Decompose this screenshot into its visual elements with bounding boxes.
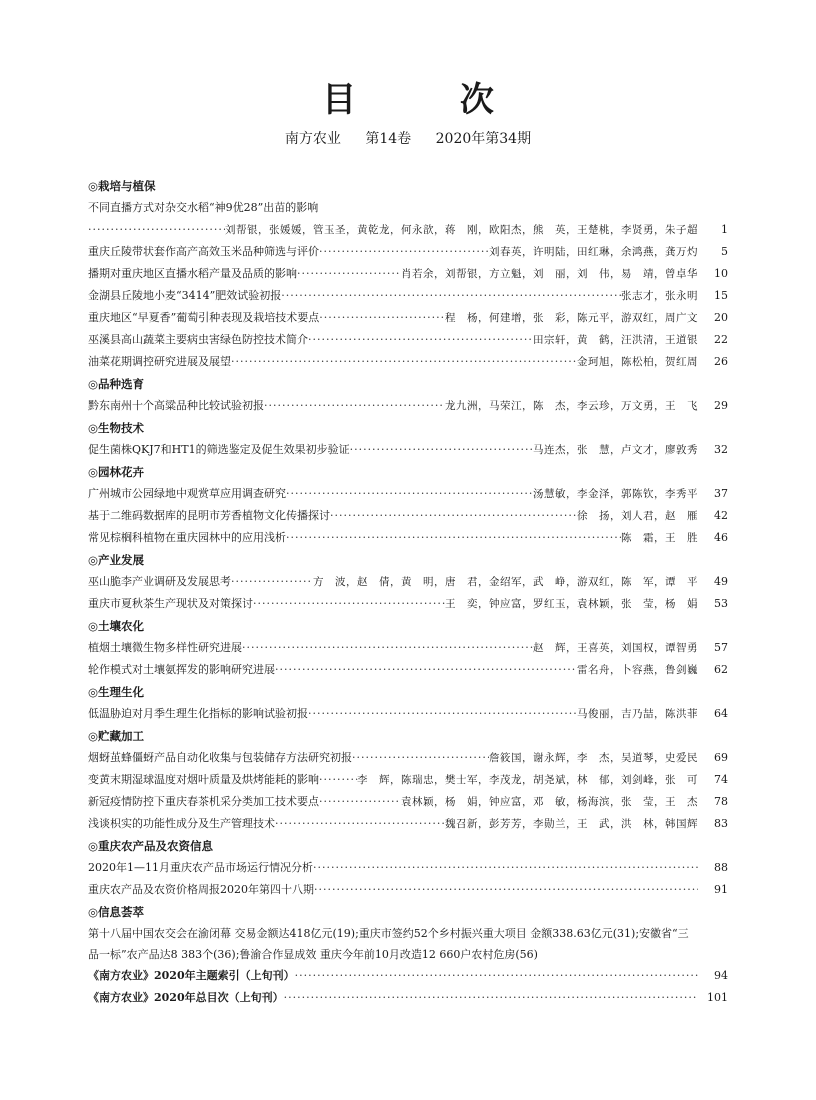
article-title[interactable]: 不同直播方式对杂交水稻“神9优28”出苗的影响 <box>88 201 319 214</box>
news-summary-line: 品一标”农产品达8 383个(36);鲁渝合作显成效 重庆今年前10月改造12 660户农村危房(56) <box>88 948 538 961</box>
toc-entry[interactable] <box>88 703 728 725</box>
dot-leader <box>319 241 489 263</box>
toc-entry[interactable] <box>88 483 728 505</box>
article-authors: 肖若余，刘帮银，方立魁，刘 丽，刘 伟，易 靖，曾卓华 <box>401 268 698 280</box>
dot-leader <box>275 659 577 681</box>
toc-entry[interactable] <box>88 593 728 615</box>
article-title: 《南方农业》2020年主题索引（上旬刊） <box>88 969 295 982</box>
article-authors: 马俊丽，吉乃喆，陈洪菲 <box>577 708 698 720</box>
page-number: 94 <box>714 969 728 982</box>
article-title: 金湖县丘陵地小麦“3414”肥效试验初报 <box>88 289 282 302</box>
article-authors: 汤慧敏，李金泽，郭陈钦，李秀平 <box>533 488 698 500</box>
page-number: 83 <box>714 817 728 830</box>
section-heading: ◎品种选育 <box>88 377 145 391</box>
article-title: 浅谈枳实的功能性成分及生产管理技术 <box>88 817 275 830</box>
page-number: 69 <box>714 751 728 764</box>
page-number: 32 <box>714 443 728 456</box>
table-of-contents <box>88 175 728 1009</box>
toc-entry[interactable] <box>88 813 728 835</box>
dot-leader <box>275 813 445 835</box>
page-number: 91 <box>714 883 728 896</box>
page-number: 74 <box>714 773 728 786</box>
article-authors: 方 波，赵 倩，黄 明，唐 君，金绍军，武 峥，游双红，陈 军，谭 平 <box>313 576 698 588</box>
toc-entry[interactable] <box>88 505 728 527</box>
dot-leader <box>319 769 357 791</box>
article-title: 《南方农业》2020年总目次（上旬刊） <box>88 991 284 1004</box>
toc-entry[interactable] <box>88 769 728 791</box>
article-authors: 魏召新，彭芳芳，李勋兰，王 武，洪 林，韩国辉 <box>445 818 698 830</box>
article-title: 烟蚜茧蜂僵蚜产品自动化收集与包装储存方法研究初报 <box>88 751 352 764</box>
article-authors: 龙九洲，马荣江，陈 杰，李云珍，万文勇，王 飞 <box>445 400 698 412</box>
article-authors: 陈 霜，王 胜 <box>621 532 698 544</box>
toc-entry[interactable] <box>88 219 728 241</box>
article-authors: 金珂旭，陈松柏，贺红周 <box>577 356 698 368</box>
page-number: 88 <box>714 861 728 874</box>
toc-entry[interactable] <box>88 659 728 681</box>
article-title: 低温胁迫对月季生理生化指标的影响试验初报 <box>88 707 308 720</box>
article-title: 轮作模式对土壤氨挥发的影响研究进展 <box>88 663 275 676</box>
article-title: 促生菌株QKJ7和HT1的筛选鉴定及促生效果初步验证 <box>88 443 350 456</box>
toc-entry[interactable] <box>88 351 728 373</box>
page-number: 46 <box>714 531 728 544</box>
page-number: 53 <box>714 597 728 610</box>
page-number: 29 <box>714 399 728 412</box>
article-title: 植烟土壤微生物多样性研究进展 <box>88 641 242 654</box>
article-title: 新冠疫情防控下重庆春茶机采分类加工技术要点 <box>88 795 319 808</box>
dot-leader <box>330 505 577 527</box>
page-number: 42 <box>714 509 728 522</box>
article-authors: 詹筱国，谢永辉，李 杰，吴道琴，史爱民 <box>489 752 698 764</box>
article-title: 重庆地区“早夏香”葡萄引种表现及栽培技术要点 <box>88 311 320 324</box>
article-authors: 程 杨，何建增，张 彩，陈元平，游双红，周广文 <box>445 312 698 324</box>
toc-entry[interactable] <box>88 857 728 879</box>
toc-entry[interactable] <box>88 527 728 549</box>
toc-entry[interactable] <box>88 987 728 1009</box>
article-title: 巫溪县高山蔬菜主要病虫害绿色防控技术简介 <box>88 333 308 346</box>
page-number: 49 <box>714 575 728 588</box>
page-number: 5 <box>721 245 728 258</box>
dot-leader <box>88 219 225 241</box>
news-summary <box>88 923 728 965</box>
news-summary-line: 第十八届中国农交会在渝闭幕 交易金额达418亿元(19);重庆市签约52个乡村振兴重大项目 金额338.63亿元(31);安徽省“三 <box>88 927 689 940</box>
toc-entry[interactable] <box>88 747 728 769</box>
dot-leader <box>297 263 401 285</box>
section-heading: ◎贮藏加工 <box>88 729 145 743</box>
article-title: 2020年1—11月重庆农产品市场运行情况分析 <box>88 861 313 874</box>
dot-leader <box>231 351 577 373</box>
page-number: 10 <box>714 267 728 280</box>
article-title: 广州城市公园绿地中观赏草应用调查研究 <box>88 487 286 500</box>
article-title: 基于二维码数据库的昆明市芳香植物文化传播探讨 <box>88 509 330 522</box>
issue-number: 2020年第34期 <box>435 131 532 147</box>
article-authors: 袁林颖，杨 娟，钟应富，邓 敏，杨海滨，张 莹，王 杰 <box>401 796 698 808</box>
dot-leader <box>253 593 445 615</box>
page-number: 57 <box>714 641 728 654</box>
article-title: 油菜花期调控研究进展及展望 <box>88 355 231 368</box>
article-authors: 刘春英，许明陆，田红琳，余鸿燕，龚万灼 <box>489 246 698 258</box>
page-number: 1 <box>721 223 728 236</box>
toc-entry[interactable] <box>88 329 728 351</box>
article-title: 常见棕榈科植物在重庆园林中的应用浅析 <box>88 531 286 544</box>
dot-leader <box>295 965 698 987</box>
page-number: 101 <box>707 991 728 1004</box>
journal-name: 南方农业 <box>284 131 341 147</box>
section-heading: ◎栽培与植保 <box>88 179 156 193</box>
dot-leader <box>281 285 621 307</box>
article-title: 重庆市夏秋茶生产现状及对策探讨 <box>88 597 253 610</box>
dot-leader <box>264 395 445 417</box>
toc-entry[interactable] <box>88 571 728 593</box>
volume-number: 第14卷 <box>365 131 412 147</box>
section-heading: ◎土壤农化 <box>88 619 145 633</box>
article-authors: 刘帮银，张媛媛，管玉圣，黄乾龙，何永歆，蒋 刚，欧阳杰，熊 英，王楚桃，李贤勇，朱子超 <box>225 224 698 236</box>
toc-entry[interactable] <box>88 965 728 987</box>
dot-leader <box>319 307 445 329</box>
toc-entry[interactable] <box>88 879 728 901</box>
dot-leader <box>242 637 533 659</box>
dot-leader <box>231 571 313 593</box>
toc-entry[interactable] <box>88 263 728 285</box>
dot-leader <box>314 879 698 901</box>
article-authors: 徐 扬，刘人君，赵 雁 <box>577 510 698 522</box>
toc-entry[interactable] <box>88 241 728 263</box>
page-number: 37 <box>714 487 728 500</box>
page-number: 62 <box>714 663 728 676</box>
article-title: 巫山脆李产业调研及发展思考 <box>88 575 231 588</box>
article-authors: 雷名舟，卜容燕，鲁剑巍 <box>577 664 698 676</box>
page-number: 26 <box>714 355 728 368</box>
article-title: 黔东南州十个高粱品种比较试验初报 <box>88 399 264 412</box>
article-authors: 李 辉，陈瑞忠，樊士军，李茂龙，胡尧斌，林 郁，刘剑峰，张 可 <box>357 774 698 786</box>
section-heading: ◎重庆农产品及农资信息 <box>88 839 214 853</box>
article-title: 重庆农产品及农资价格周报2020年第四十八期 <box>88 883 314 896</box>
article-title: 重庆丘陵带状套作高产高效玉米品种筛选与评价 <box>88 245 319 258</box>
article-authors: 王 奕，钟应富，罗红玉，袁林颖，张 莹，杨 娟 <box>445 598 698 610</box>
dot-leader <box>313 857 698 879</box>
article-authors: 田宗轩，黄 鹤，汪洪清，王道银 <box>533 334 698 346</box>
toc-entry[interactable] <box>88 791 728 813</box>
toc-entry[interactable] <box>88 285 728 307</box>
dot-leader <box>286 527 621 549</box>
dot-leader <box>286 483 533 505</box>
page-number: 64 <box>714 707 728 720</box>
article-title: 播期对重庆地区直播水稻产量及品质的影响 <box>88 267 297 280</box>
dot-leader <box>308 329 533 351</box>
article-authors: 马连杰，张 慧，卢文才，廖敦秀 <box>533 444 698 456</box>
section-heading: ◎产业发展 <box>88 553 145 567</box>
section-heading: ◎生理生化 <box>88 685 145 699</box>
article-authors: 赵 辉，王喜英，刘国权，谭智勇 <box>533 642 698 654</box>
dot-leader <box>352 747 489 769</box>
page-number: 78 <box>714 795 728 808</box>
toc-entry[interactable] <box>88 307 728 329</box>
journal-info <box>0 128 816 148</box>
article-title: 变黄末期湿球温度对烟叶质量及烘烤能耗的影响 <box>88 773 319 786</box>
article-authors: 张志才，张永明 <box>621 290 698 302</box>
page-number: 22 <box>714 333 728 346</box>
dot-leader <box>319 791 401 813</box>
page-number: 20 <box>714 311 728 324</box>
dot-leader <box>308 703 577 725</box>
page-title: 目 次 <box>322 80 540 120</box>
toc-entry[interactable] <box>88 439 728 461</box>
dot-leader <box>284 987 698 1009</box>
section-heading: ◎园林花卉 <box>88 465 145 479</box>
section-heading: ◎生物技术 <box>88 421 145 435</box>
toc-entry[interactable] <box>88 637 728 659</box>
dot-leader <box>350 439 533 461</box>
toc-entry[interactable] <box>88 395 728 417</box>
page-number: 15 <box>714 289 728 302</box>
section-heading: ◎信息荟萃 <box>88 905 145 919</box>
